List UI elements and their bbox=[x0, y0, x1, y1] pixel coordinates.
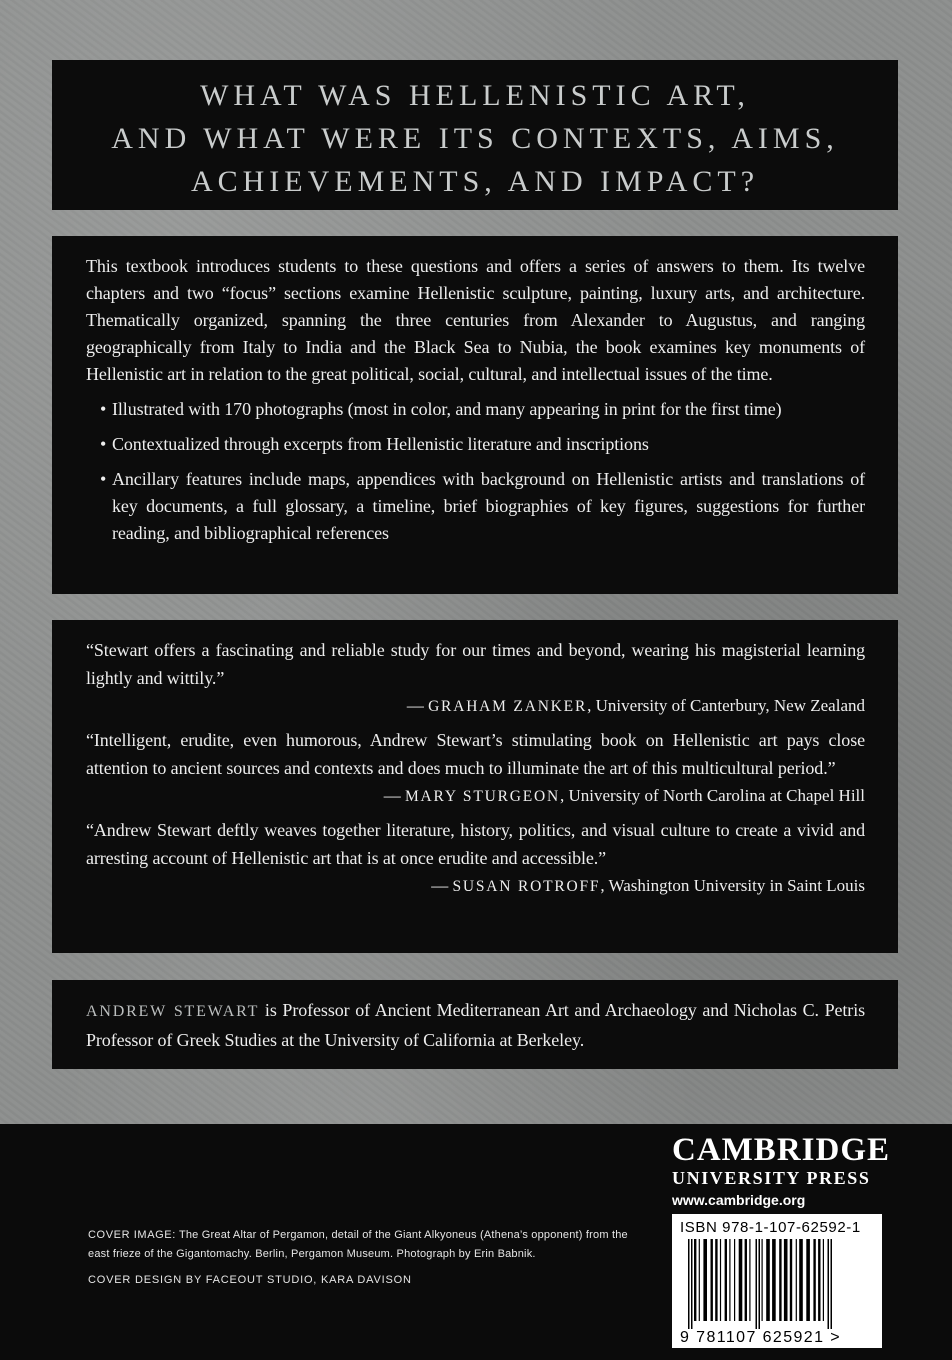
barcode-bar bbox=[772, 1239, 776, 1321]
review-quote: “Intelligent, erudite, even humorous, Andrew Stewart’s stimulating book on Hellenistic art pays close attention to ancient sources and contexts and does much to illuminate the art of this multicultural period.” bbox=[86, 730, 865, 778]
attribution-dash: — bbox=[406, 696, 424, 715]
attribution-dash: — bbox=[383, 786, 401, 805]
barcode-bar bbox=[703, 1239, 707, 1321]
barcode-bar bbox=[813, 1239, 815, 1321]
barcode-bar bbox=[828, 1239, 830, 1329]
barcode-bar bbox=[766, 1239, 770, 1321]
cover-image-text: The Great Altar of Pergamon, detail of the Giant Alkyoneus (Athena’s opponent) from the east frieze of the Gigantomachy. Berlin, Pergamon Museum. Photograph by Erin Babnik. bbox=[88, 1229, 628, 1260]
credits bbox=[88, 1226, 648, 1290]
feature-bullet bbox=[86, 396, 865, 423]
bullet-dot-icon: • bbox=[100, 399, 107, 419]
feature-bullet-text: Contextualized through excerpts from Hellenistic literature and inscriptions bbox=[112, 434, 649, 454]
attribution-dash: — bbox=[431, 876, 449, 895]
barcode-bar bbox=[806, 1239, 810, 1321]
reviewer-affiliation: , University of Canterbury, New Zealand bbox=[587, 696, 865, 715]
barcode-bar bbox=[734, 1239, 735, 1321]
feature-bullet-text: Illustrated with 170 photographs (most in color, and many appearing in print for the first time) bbox=[112, 399, 782, 419]
bullet-dot-icon: • bbox=[100, 469, 107, 489]
barcode-bar bbox=[688, 1239, 690, 1329]
headline-panel bbox=[52, 60, 898, 210]
feature-bullet bbox=[86, 431, 865, 458]
isbn-text: ISBN 978-1-107-62592-1 bbox=[680, 1219, 861, 1236]
reviewer-name: SUSAN ROTROFF bbox=[452, 878, 601, 895]
bullet-dot-icon: • bbox=[100, 434, 107, 454]
feature-bullet-text: Ancillary features include maps, appendices with background on Hellenistic artists and translations of key documents, a full glossary, a timeline, brief biographies of key figures, suggestions for further reading, and bibliographical references bbox=[112, 469, 865, 543]
cover-design-credit: COVER DESIGN BY FACEOUT STUDIO, KARA DAVISON bbox=[88, 1274, 412, 1286]
barcode-bar bbox=[715, 1239, 717, 1321]
barcode-bar bbox=[796, 1239, 797, 1321]
barcode-bar bbox=[739, 1239, 743, 1321]
headline-line-1: WHAT WAS HELLENISTIC ART, bbox=[200, 79, 750, 112]
barcode-bar bbox=[762, 1239, 763, 1321]
barcode-bar bbox=[790, 1239, 792, 1321]
barcode-icon bbox=[680, 1239, 874, 1329]
barcode-bar bbox=[711, 1239, 713, 1321]
barcode-bar bbox=[818, 1239, 820, 1321]
barcode-bar bbox=[823, 1239, 824, 1321]
barcode-bar bbox=[725, 1239, 727, 1321]
barcode-bar bbox=[756, 1239, 758, 1329]
barcode-bar bbox=[749, 1239, 750, 1321]
author-bio bbox=[86, 996, 865, 1054]
review-attribution bbox=[86, 783, 865, 810]
author-name: ANDREW STEWART bbox=[86, 1003, 260, 1020]
review-quote: “Andrew Stewart deftly weaves together literature, history, politics, and visual culture to create a vivid and arresting account of Hellenistic art that is at once erudite and accessible.” bbox=[86, 820, 865, 868]
cover-image-label: COVER IMAGE: bbox=[88, 1229, 176, 1241]
barcode-bar bbox=[759, 1239, 761, 1329]
reviewer-name: GRAHAM ZANKER bbox=[428, 698, 588, 715]
headline-line-3: ACHIEVEMENTS, AND IMPACT? bbox=[190, 165, 760, 198]
reviewer-name: MARY STURGEON bbox=[404, 788, 560, 805]
reviewer-affiliation: , University of North Carolina at Chapel Hill bbox=[560, 786, 865, 805]
footer bbox=[0, 1124, 952, 1360]
publisher-logo bbox=[672, 1132, 891, 1212]
barcode-bar bbox=[745, 1239, 747, 1321]
publisher-name: CAMBRIDGE bbox=[672, 1132, 891, 1168]
barcode-bar bbox=[694, 1239, 696, 1321]
review-quote: “Stewart offers a fascinating and reliable study for our times and beyond, wearing his magisterial learning lightly and wittily.” bbox=[86, 640, 865, 688]
barcode-bar bbox=[831, 1239, 833, 1329]
author-bio-text: is Professor of Ancient Mediterranean Art and Archaeology and Nicholas C. Petris Professor of Greek Studies at the University of California at Berkeley. bbox=[86, 1000, 865, 1050]
description-panel bbox=[52, 236, 898, 594]
author-panel bbox=[52, 980, 898, 1069]
description-paragraph: This textbook introduces students to these questions and offers a series of answers to them. Its twelve chapters and two “focus” sections examine Hellenistic sculpture, painting, luxury arts, and architecture. Thematically organized, spanning the three centuries from Alexander to Augustus, and ranging geographically from Italy to India and the Black Sea to Nubia, the book examines key monuments of Hellenistic art in relation to the great political, social, cultural, and intellectual issues of the time. bbox=[86, 256, 865, 384]
barcode-digits: 9 781107 625921 > bbox=[680, 1329, 841, 1346]
barcode-bar bbox=[699, 1239, 700, 1321]
barcode-bar bbox=[784, 1239, 788, 1321]
review-attribution bbox=[86, 873, 865, 900]
barcode-bar bbox=[799, 1239, 803, 1321]
review-attribution bbox=[86, 693, 865, 720]
publisher-url: www.cambridge.org bbox=[672, 1192, 806, 1208]
cover-image-credit bbox=[88, 1226, 648, 1264]
reviewer-affiliation: , Washington University in Saint Louis bbox=[600, 876, 865, 895]
barcode-bar bbox=[729, 1239, 730, 1321]
barcode-bar bbox=[779, 1239, 781, 1321]
reviews-panel bbox=[52, 620, 898, 953]
isbn-barcode bbox=[672, 1214, 882, 1348]
feature-bullet bbox=[86, 466, 865, 547]
barcode-bar bbox=[720, 1239, 721, 1321]
publisher-subtitle: UNIVERSITY PRESS bbox=[672, 1168, 871, 1188]
headline-line-2: AND WHAT WERE ITS CONTEXTS, AIMS, bbox=[111, 122, 839, 155]
barcode-bar bbox=[691, 1239, 693, 1329]
